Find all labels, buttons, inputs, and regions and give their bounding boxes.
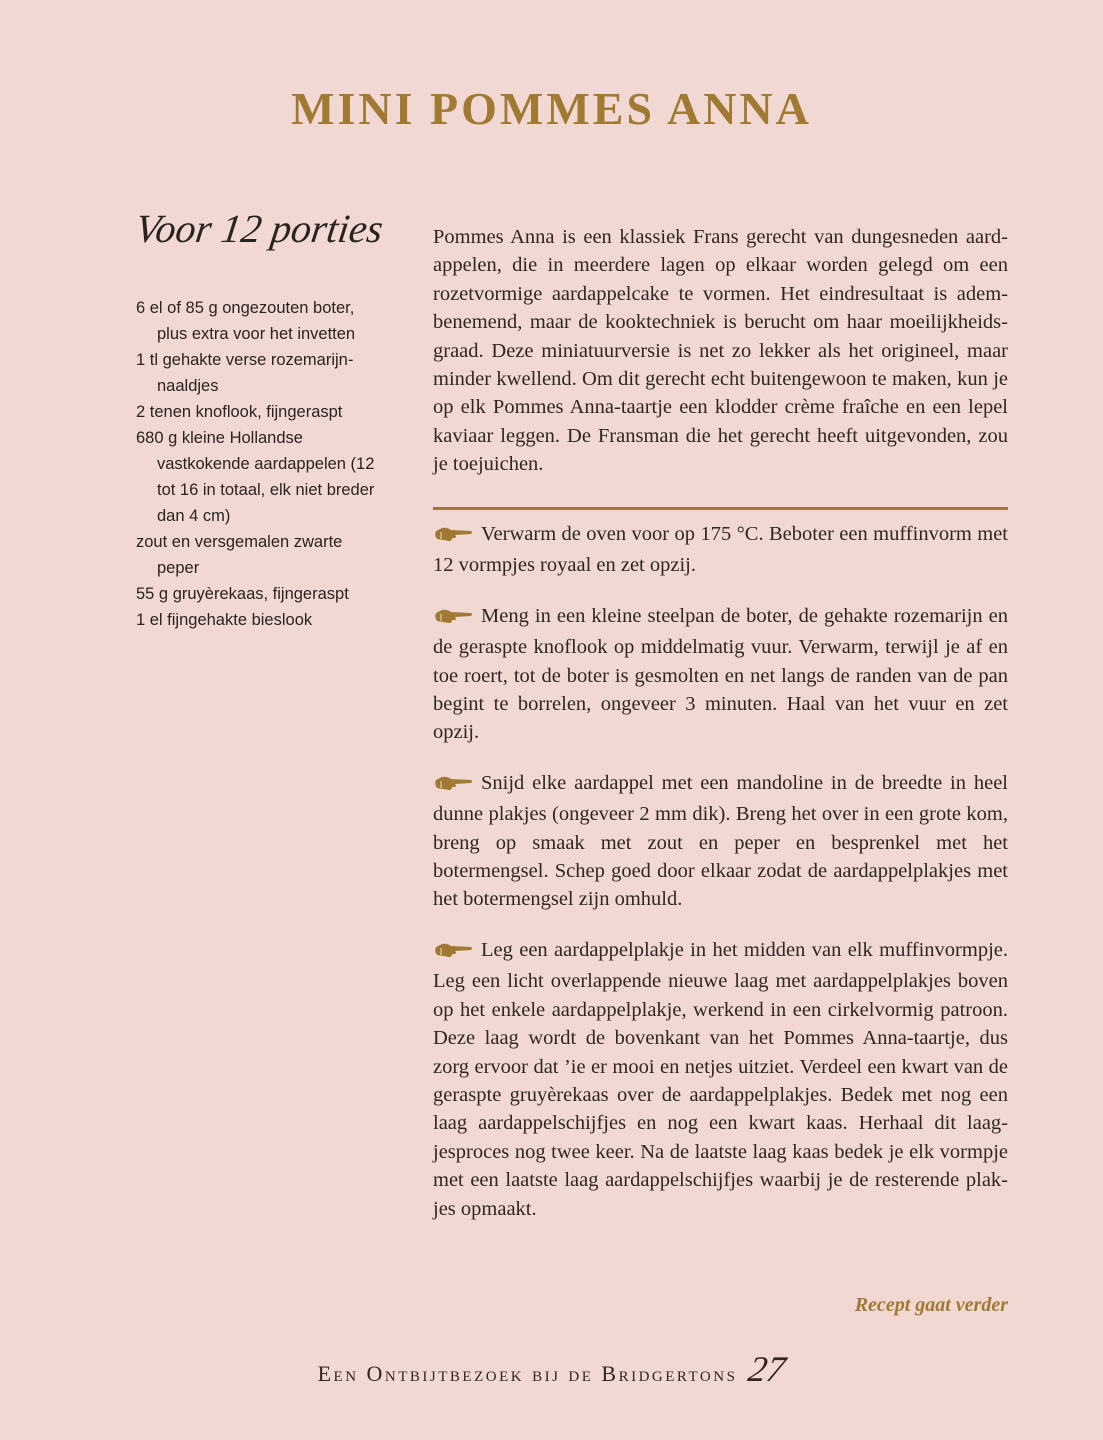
servings-heading: Voor 12 porties [132, 206, 386, 251]
pointing-hand-icon [433, 772, 473, 800]
section-divider [433, 507, 1008, 510]
method-step [433, 936, 1008, 1223]
pointing-hand-icon [433, 605, 473, 633]
book-title: Een Ontbijtbezoek bij de Bridgertons [317, 1361, 738, 1386]
ingredient-item: 55 g gruyèrekaas, fijngeraspt [136, 585, 349, 603]
pointing-hand-icon [433, 523, 473, 551]
method-step [433, 769, 1008, 914]
method-steps [433, 520, 1008, 1245]
continue-note: Recept gaat verder [854, 1294, 1008, 1316]
step-text: Snijd elke aardappel met een mandoline in de breedte in heel dunne plakjes (ongeveer 2 mm dik). Breng het over in een grote kom, breng op smaak met zout en peper en besprenkel met het botermengsel. Schep goed door elkaar zodat de aardappelplakjes met het botermengsel zijn omhuld. [433, 771, 1008, 911]
method-step [433, 520, 1008, 580]
ingredient-item: 2 tenen knoflook, fijngeraspt [136, 403, 343, 421]
ingredient-item: 1 el fijngehakte bieslook [136, 611, 313, 629]
method-step [433, 602, 1008, 747]
pointing-hand-icon [433, 939, 473, 967]
ingredient-item: 1 tl gehakte verse rozemarijnnaaldjes [136, 351, 354, 395]
step-text: Meng in een kleine steelpan de boter, de gehakte rozemarijn en de geraspte knoflook op middelmatig vuur. Verwarm, terwijl je af en toe roert, tot de boter is gesmolten en net langs de randen van de pan begint te borrelen, ongeveer 3 minuten. Haal van het vuur en zet opzij. [433, 604, 1008, 744]
intro-paragraph: Pommes Anna is een klassiek Frans gerecht van dungesneden aardappelen, die in meerdere lagen op elkaar worden gelegd om een rozetvormige aardappelcake te vormen. Het eindresultaat is adembenemend, maar de kooktechniek is berucht om haar moeilijkheidsgraad. Deze miniatuurversie is net zo lekker als het origineel, maar minder kwellend. Om dit gerecht echt buitengewoon te maken, kun je op elk Pommes Anna-taartje een klodder crème fraîche en een lepel kaviaar leggen. De Fransman die het gerecht heeft uitgevonden, zou je toejuichen. [433, 226, 1008, 476]
ingredient-item: zout en versgemalen zwarte peper [136, 533, 343, 577]
step-text: Leg een aardappelplakje in het midden van elk muffinvormpje. Leg een licht overlappende nieuwe laag met aardappelplakjes boven op het enkele aardappelplakje, werkend in een cirkelvormig patroon. Deze laag wordt de bovenkant van het Pommes Anna-taartje, dus zorg ervoor dat ’ie er mooi en netjes uitziet. Verdeel een kwart van de geraspte gruyèrekaas over de aardappelplakjes. Bedek met nog een laag aardappelschijfjes en nog een kwart kaas. Herhaal dit laagjesproces nog twee keer. Na de laatste laag kaas bedek je elk vormpje met een laatste laag aardappelschijfjes waarbij je de resterende plakjes opmaakt. [433, 938, 1008, 1220]
ingredient-list [136, 295, 386, 633]
ingredient-item: 680 g kleine Hollandse vastkokende aardappelen (12 tot 16 in totaal, elk niet breder dan 4 cm) [136, 429, 375, 525]
recipe-title: MINI POMMES ANNA [291, 83, 812, 134]
step-text: Verwarm de oven voor op 175 °C. Beboter een muffinvorm met 12 vormpjes royaal en zet opzij. [433, 523, 1008, 577]
page-footer [0, 1348, 1103, 1390]
ingredient-item: 6 el of 85 g ongezouten boter, plus extra voor het invetten [136, 299, 356, 343]
page-number: 27 [745, 1349, 789, 1389]
